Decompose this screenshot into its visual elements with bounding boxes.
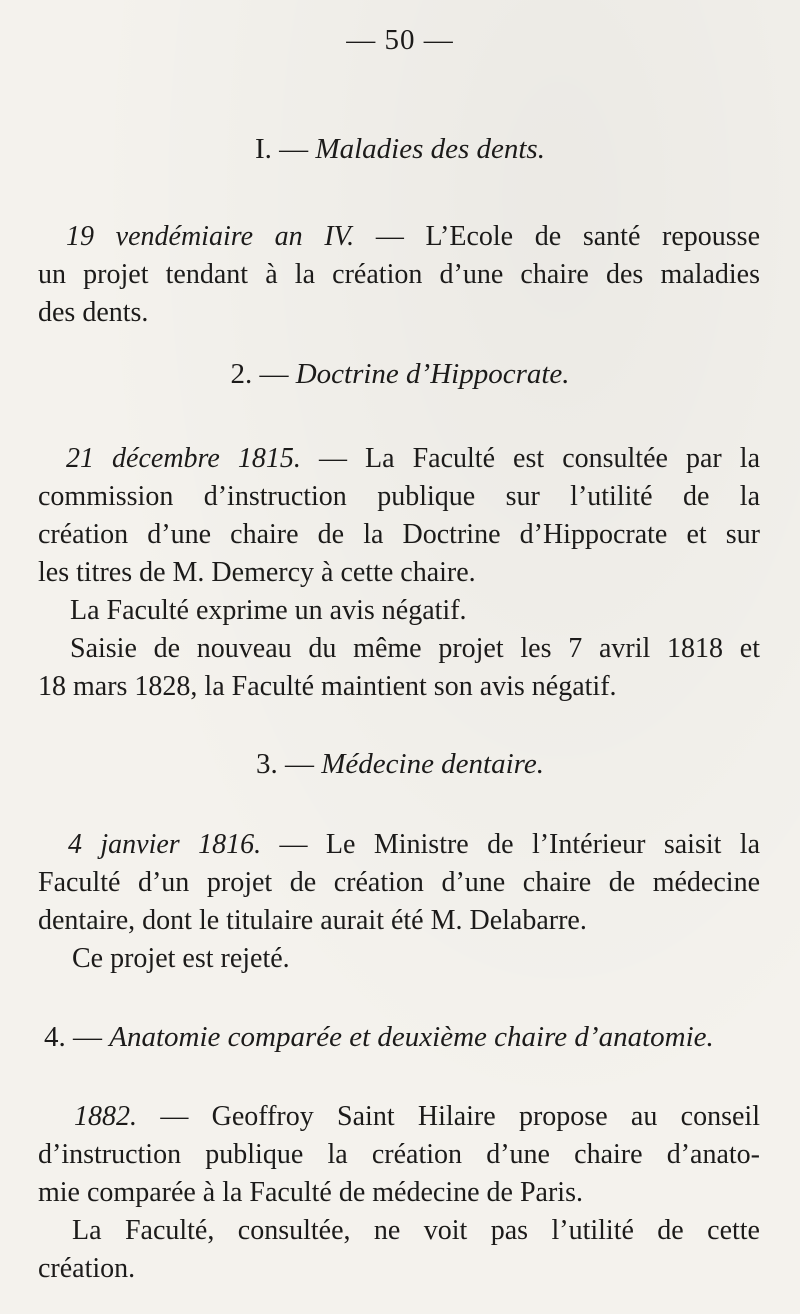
section-3-body <box>38 826 760 978</box>
text-line <box>38 440 760 478</box>
text-line: La Faculté, consultée, ne voit pas l’utilité de cette <box>72 1215 760 1246</box>
paragraph <box>38 440 760 592</box>
text-line: commission d’instruction publique sur l’utilité de la <box>38 481 760 512</box>
entry-date: 1882. <box>74 1101 137 1132</box>
text-line-content: — Geoffroy Saint Hilaire propose au conseil <box>160 1101 760 1132</box>
section-heading-4 <box>44 1021 764 1054</box>
text-line: création d’une chaire de la Doctrine d’Hippocrate et sur <box>38 519 760 550</box>
section-number: 4. — <box>44 1021 102 1053</box>
paragraph <box>38 826 760 940</box>
text-line: des dents. <box>38 297 149 328</box>
section-4-body <box>38 1098 760 1288</box>
section-number: 3. — <box>255 748 314 780</box>
entry-date: 4 janvier 1816. <box>68 829 262 860</box>
section-number: I. — <box>255 133 309 165</box>
text-line: Saisie de nouveau du même projet les 7 avril 1818 et <box>70 633 760 664</box>
text-line: La Faculté exprime un avis négatif. <box>70 595 467 626</box>
paragraph <box>38 1098 760 1212</box>
text-line-content: — La Faculté est consultée par la <box>318 443 761 474</box>
text-line: les titres de M. Demercy à cette chaire. <box>38 557 476 588</box>
page-number: — 50 — <box>346 24 454 56</box>
section-title: Médecine dentaire. <box>321 748 545 780</box>
section-heading-2 <box>0 358 800 391</box>
text-line: Faculté d’un projet de création d’une chaire de médecine <box>38 867 760 898</box>
section-1-body <box>38 218 760 332</box>
text-line <box>38 826 760 864</box>
text-line: création. <box>38 1253 136 1284</box>
text-line: dentaire, dont le titulaire aurait été M. Delabarre. <box>38 905 587 936</box>
paragraph <box>38 218 760 332</box>
section-2-body <box>38 440 760 706</box>
text-line: d’instruction publique la création d’une chaire d’anato- <box>38 1139 760 1170</box>
paragraph <box>38 592 760 630</box>
text-line: 18 mars 1828, la Faculté maintient son avis négatif. <box>38 671 617 702</box>
entry-date: 19 vendémiaire an IV. <box>66 221 355 252</box>
text-line: un projet tendant à la création d’une chaire des maladies <box>38 259 760 290</box>
section-title: Maladies des dents. <box>315 133 545 165</box>
section-heading-1 <box>0 133 800 166</box>
section-title: Anatomie comparée et deuxième chaire d’anatomie. <box>109 1021 714 1053</box>
section-heading-3 <box>0 748 800 781</box>
text-line-content: — Le Ministre de l’Intérieur saisit la <box>279 829 760 860</box>
text-line <box>38 218 760 256</box>
paragraph <box>38 940 760 978</box>
section-title: Doctrine d’Hippocrate. <box>295 358 570 390</box>
paragraph <box>38 1212 760 1288</box>
section-number: 2. — <box>230 358 289 390</box>
paragraph <box>38 630 760 706</box>
text-line <box>38 1098 760 1136</box>
entry-date: 21 décembre 1815. <box>66 443 301 474</box>
text-line: mie comparée à la Faculté de médecine de Paris. <box>38 1177 583 1208</box>
text-line-content: — L’Ecole de santé repousse <box>375 221 761 252</box>
text-line: Ce projet est rejeté. <box>72 943 290 974</box>
